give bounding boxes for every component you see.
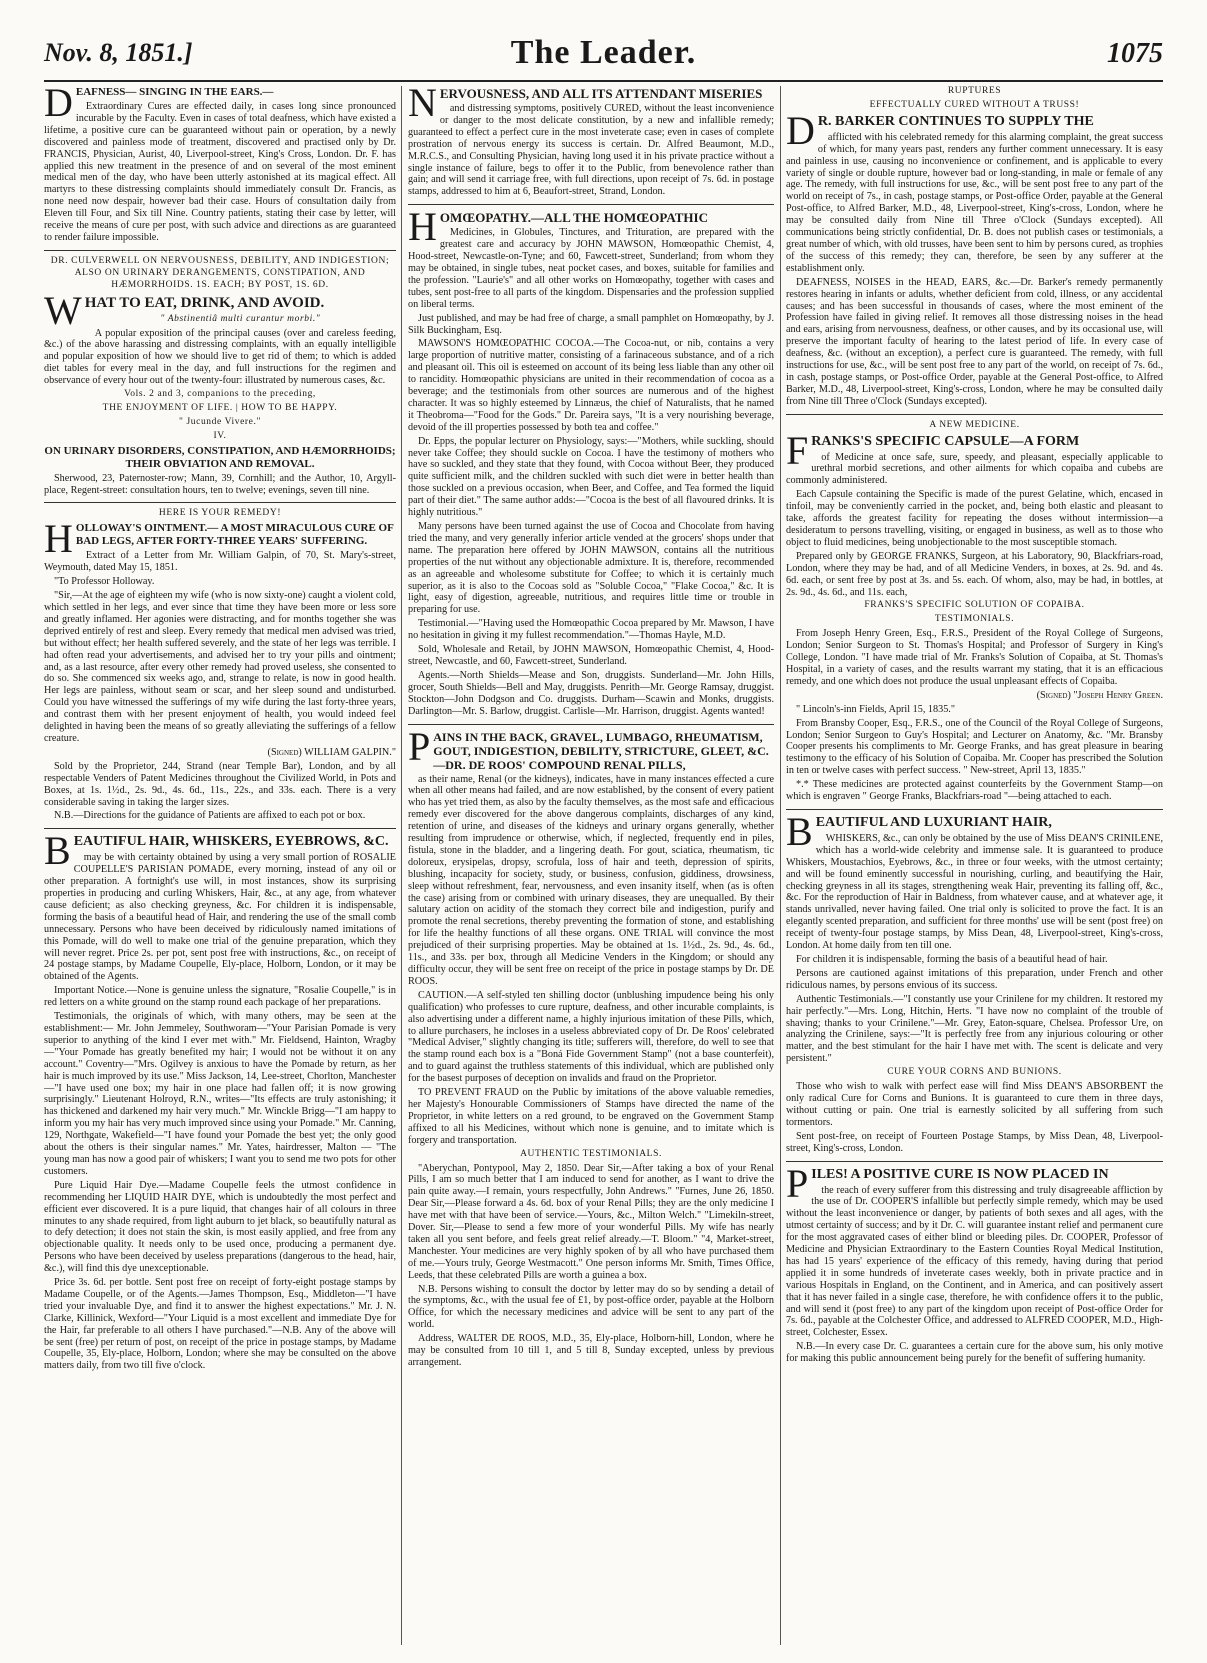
drop-cap: D (44, 86, 73, 125)
ad-heading: EAUTIFUL HAIR, WHISKERS, EYEBROWS, &C. (73, 834, 389, 850)
ad-price: Price 3s. 6d. per bottle. Sent post free on receipt of forty-eight postage stamps by Madame Coupelle, or of the Agents.—James Thompson, Esq., Middleton—"I have tried your invaluable Dye, and find it to answer the highest expectations." Mr. J. N. Clarke, Killinick, Wexford—"Your Liquid is a most excellent and immediate Dye for the Hair, far preferable to all others I have purchased."—N.B. Any of the above will be sent (free) per return of post, on receipt of the price in postage stamps, by Madame Coupelle, 35, Ely-place, Holborn, London; where she may be consulted on the above matters daily, from two till five o'clock. (44, 1277, 396, 1372)
drop-cap: F (786, 427, 809, 473)
ad-salutation: "To Professor Holloway. (54, 576, 155, 588)
ad-body: afflicted with his celebrated remedy for this alarming complaint, the great success of which, for many years past, renders any further comment unnecessary. It is easy and painless in use, causing no inconvenience or confinement, and is applicable to every variety of single or double rupture, however bad or long-standing, in male or female of any age. The remedy, with full instructions for use, &c., will be sent post free to any part of the world on receipt of 7s., in cash, postage stamps, or Post-office Order, payable at the General Post-office, to Alfred Barker, M.D., 48, Liverpool-street, King's-cross, London, where he may be consulted daily from Nine till Three o'Clock (Sundays excepted). All communications being strictly confidential, Dr. B. does not publish cases or testimonials, a great number of which, with old trusses, have been sent to him by persons cured, as trophies of the success of this remedy; they can, therefore, be seen by any sufferer at the establishment only. (786, 131, 1163, 274)
ad-heading: RANKS'S SPECIFIC CAPSULE—A FORM (811, 433, 1080, 449)
column-1 (44, 86, 396, 1645)
ad-heading: EAUTIFUL AND LUXURIANT HAIR, (815, 814, 1052, 830)
ad-heading: AINS IN THE BACK, GRAVEL, LUMBAGO, RHEUMATISM, GOUT, INDIGESTION, DEBILITY, STRICTURE, GLEET, &C.—DR. DE ROOS' COMPOUND RENAL PILLS, (433, 729, 769, 772)
masthead (44, 30, 1163, 76)
ad-body: may be with certainty obtained by using a very small portion of ROSALIE COUPELLE'S PARISIAN POMADE, every morning, instead of any oil or other preparation. A fortnight's use will, in most instances, show its surprising properties in producing and curling Whiskers, Hair, &c., at any age, from whatever cause deficient; as also checking greyness, &c. For children it is indispensable, forming the basis of a beautiful head of Hair, and rendering the use of the small comb unnecessary. Persons who have been deceived by ridiculously named imitations of this Pomade, will do well to make one trial of the genuine preparation, which they will never regret. Price 2s. per pot, sent post free with instructions, &c., on receipt of 24 postage stamps, by Madame Coupelle, Ely-place, Holborn, London, or it may be obtained of the Agents. (44, 852, 396, 983)
ad-ruptures (786, 86, 1163, 408)
separator (408, 724, 774, 725)
separator (408, 204, 774, 205)
ad-heading: HAT TO EAT, DRINK, AND AVOID. (84, 294, 325, 311)
ad-body: the reach of every sufferer from this distressing and truly disagreeable affliction by the use of Dr. COOPER'S infallible but perfectly simple remedy, which may be used without the least inconvenience or danger, by patients of both sexes and all ages, with the utmost certainty of success; and by it Dr. C. will guarantee instant relief and permanent cure for the most aggravated cases of either blind or bleeding piles. Dr. COOPER, Professor of Medicine and Physician Extraordinary to the Eastern Counties Royal Medical Institution, has had 15 years' experience of the efficacy of this remedy, having during that period applied it in some hundreds of inveterate cases weekly, both in private practice and in various Hospitals in England, on the Continent, and in America, and can positively assert that it has never failed in a single case, therefore, he with confidence offers it to the public, and will send it (post free) to any part of the kingdom upon receipt of Post-office Order for 7s. 6d., payable at the Colchester Office, and addressed to ALFRED COOPER, M.D., High-street, Colchester, Essex. (786, 1184, 1163, 1339)
ad-testimonials: Testimonials, the originals of which, with many others, may be seen at the establishment:— Mr. John Jemmeley, Southworam—"Your Parisian Pomade is very superior to anything of the kind I ever met with." Mr. Fieldsend, Hainton, Wragby—"Your Pomade has greatly benefited my hair; I would not be without it on any account." Coventry—"Mrs. Ogilvey is anxious to have the Pomade by return, as her hair is much improved by its use." Miss Jackson, 14, Lee-street, Chorlton, Manchester—"I have used one box; my hair in one place had fallen off; it is now growing surprisingly." Lieutenant Holroyd, R.N., writes—"Its effects are truly astonishing; it has thickened and darkened my hair very much." Mr. Winckle Brigg—"I am happy to inform you my hair has very much improved since using your Pomade." Mr. Canning, 129, Northgate, Wakefield—"I have found your Pomade the best yet; the only good about the others is their singular names." Mr. Yates, hairdresser, Malton — "The young man has now a good pair of whiskers; I want you to send me two pots for other customers. (44, 1011, 396, 1177)
ad-green: From Joseph Henry Green, Esq., F.R.S., President of the Royal College of Surgeons, London; Senior Surgeon to St. Thomas's Hospital; and Professor of Surgery in King's College, London. "I have made trial of Mr. Franks's Solution of Copaiba, at St. Thomas's Hospital, in a variety of cases, and the results warrant my stating, that it is an efficacious remedy, and one which does not produce the usual unpleasant effects of Copaiba. (786, 628, 1163, 687)
ad-body: as their name, Renal (or the kidneys), indicates, have in many instances effected a cure when all other means had failed, and are now established, by the consent of every patient who has yet tried them, as also by the faculty themselves, as the most safe and efficacious remedy ever discovered for the above dangerous complaints, discharges of any kind, retention of urine, and diseases of the kidneys and urinary organs generally, whether resulting from imprudence or otherwise, which, if neglected, frequently end in piles, fistula, stone in the bladder, and a lingering death. For gout, sciatica, rheumatism, tic doloreux, erysipelas, dropsy, scrofula, loss of hair and teeth, depression of spirits, blushing, incapacity for society, study, or business, confusion, giddiness, drowsiness, sleep without refreshment, fear, nervousness, and even insanity itself, when (as is often the case) arising from or combined with urinary diseases, they are unequalled. By their salutary action on acidity of the stomach they correct bile and indigestion, purify and promote the renal secretions, thereby preventing the formation of stone, and establishing for life the healthy functions of all these organs. ONE TRIAL will convince the most prejudiced of their surprising properties. May be obtained at 1s. 1½d., 2s. 9d., 4s. 6d., 11s., and 33s. per box, through all Medicine Venders in the Kingdom; or should any difficulty occur, they will be sent free on receipt of the price in postage stamps by Dr. DE ROOS. (408, 773, 774, 987)
newspaper-title: The Leader. (510, 34, 697, 71)
ad-agents: Agents.—North Shields—Mease and Son, druggists. Sunderland—Mr. John Hills, grocer, South Shields—Bell and May, druggists. Penrith—Mr. George Ramsay, druggist. Stockton—John Dodgson and Co. druggists. Durham—Scawin and Monks, druggists. Darlington—Mr. S. Barlow, druggist. Carlisle—Mr. Harrison, druggist. Agents wanted! (408, 669, 774, 717)
header-rule (44, 80, 1163, 82)
ad-urinary: ON URINARY DISORDERS, CONSTIPATION, AND HÆMORRHOIDS; THEIR OBVIATION AND REMOVAL. (44, 444, 396, 470)
ad-culverwell (44, 256, 396, 497)
ad-lead: DR. CULVERWELL ON NERVOUSNESS, DEBILITY, AND INDIGESTION; ALSO ON URINARY DERANGEMENTS, CONSTIPATION, AND HÆMORRHOIDS. 1S. EACH; BY POST, 1S. 6D. (50, 255, 390, 290)
ad-heading: ILES! A POSITIVE CURE IS NOW PLACED IN (811, 1166, 1109, 1182)
ad-enjoyment: THE ENJOYMENT OF LIFE. | HOW TO BE HAPPY. (102, 402, 338, 413)
ad-caution: CAUTION.—A self-styled ten shilling doctor (unblushing impudence being his only qualification) who professes to cure rupture, deafness, and other incurable complaints, is also advertising under a different name, a highly injurious imitation of these Pills, which, to allure purchasers, he incloses in a useless abbreviated copy of Dr. De Roos' celebrated "Medical Adviser," slightly changing its title; sufferers will, therefore, do well to see that the stamp round each box is a "Boná Fide Government Stamp" (not a base counterfeit), and to guard against the truthless statements of this individual, which are published only for the basest purposes of deception on invalids and fraud on the Proprietor. (408, 989, 774, 1085)
separator (786, 809, 1163, 810)
ad-solution: FRANKS'S SPECIFIC SOLUTION OF COPAIBA. (864, 600, 1085, 611)
ad-coupelle (44, 828, 396, 1372)
ad-pamphlet: Just published, and may be had free of charge, a small pamphlet on Homœopathy, by J. Silk Buckingham, Esq. (408, 312, 774, 336)
ad-kicker: A NEW MEDICINE. (929, 419, 1020, 430)
ad-holloway (44, 508, 396, 822)
ad-body: "Sir,—At the age of eighteen my wife (who is now sixty-one) caught a violent cold, which settled in her legs, and ever since that time they have been more or less sore and greatly inflamed. Her agonies were distracting, and for months together she was deprived entirely of rest and sleep. Every remedy that medical men advised was tried, but without effect; her health suffered severely, and the state of her legs was terrible. I had often read your advertisements, and advised her to try your pills and ointment; and, as a last resource, after every other remedy had proved useless, she consented to do so. She commenced six weeks ago, and, strange to relate, is now in good health. Her legs are painless, without seam or scar, and her sleep sound and undisturbed. Could you have witnessed the sufferings of my wife during the last forty-three years, and contrast them with her present enjoyment of health, you would indeed feel delighted in having been the means of so greatly alleviating the sufferings of a fellow creature. (44, 590, 396, 744)
ad-cooper: From Bransby Cooper, Esq., F.R.S., one of the Council of the Royal College of Surgeons, London; Senior Surgeon to Guy's Hospital; and Lecturer on Anatomy, &c. "Mr. Bransby Cooper presents his compliments to Mr. George Franks, and has great pleasure in bearing testimony to the efficacy of his Solution of Copaiba. Mr. Cooper has prescribed the Solution in ten or twelve cases with perfect success. " New-street, April 13, 1835." (786, 717, 1163, 777)
drop-cap: H (408, 204, 437, 250)
ad-nb: N.B. Persons wishing to consult the doctor by letter may do so by sending a detail of the symptoms, &c., with the usual fee of £1, by post-office order, payable at the Holborn Office, for which the necessary medicines and advice will be sent to any part of the world. (408, 1283, 774, 1331)
drop-cap: D (786, 107, 815, 153)
ad-jucunde: " Jucunde Vivere." (179, 416, 261, 427)
ad-franks (786, 420, 1163, 803)
ad-kicker: RUPTURES (947, 86, 1002, 96)
ad-dye: Pure Liquid Hair Dye.—Madame Coupelle feels the utmost confidence in recommending her LIQUID HAIR DYE, which is undoubtedly the most perfect and efficient ever discovered. It is a pure liquid, that changes hair of all colours in three minutes to any shade required, from light auburn to jet black, so beautifully natural as to defy detection; it does not stain the skin, is most easily applied, and free from any objectionable quality. It needs only to be used once, producing a permanent dye. Persons who have been deceived by useless preparations (dangerous to the head, hair, &c.), will find this dye unexceptionable. (44, 1179, 396, 1275)
ad-heading: ERVOUSNESS, AND ALL ITS ATTENDANT MISERIES (439, 86, 763, 101)
ad-nb: N.B.—In every case Dr. C. guarantees a certain cure for the above sum, his only motive for making this public announcement being purely for the benefit of suffering humanity. (786, 1341, 1163, 1365)
ad-prices: Many persons have been turned against the use of Cocoa and Chocolate from having tried the many, and very generally inferior article vended at the grocers' shops under that name. The preparation here offered by JOHN MAWSON, contains all the nutritious properties of the nut without any objectionable admixture. It is, therefore, recommended as an agreeable and wholesome substitute for Coffee; to which it is certainly much superior, as it is also to the Cocoas sold as "Soluble Cocoa," "Flake Cocoa," &c. It is light, easy of digestion, agreeable, nutritious, and requires little time or trouble in preparing for use. (408, 521, 774, 616)
column-3 (786, 86, 1163, 1645)
ad-green-address: " Lincoln's-inn Fields, April 15, 1835." (796, 703, 955, 715)
ad-body: A popular exposition of the principal causes (over and careless feeding, &c.) of the above harassing and distressing complaints, with an equally intelligible and popular exposition of how we should live to get rid of them; to which is added diet tables for every meal in the day, and full instructions for the regimen and observance of every hour out of the twenty-four: illustrated by numerous cases, &c. (44, 327, 396, 387)
column-divider (401, 86, 402, 1645)
separator (44, 250, 396, 251)
ad-body: Extraordinary Cures are effected daily, in cases long since pronounced incurable by the Faculty. Even in cases of total deafness, which have existed a lifetime, a positive cure can be guaranteed without pain or operation, by a newly discovered and painless mode of treatment, discovered and practised only by Dr. FRANCIS, Physician, Aurist, 40, Liverpool-street, King's Cross, London. Dr. F. has applied this new treatment in the presence of and on several of the most eminent medical men of the day, who have been utterly astonished at its magical effect. All martyrs to these distressing complaints should immediately consult Dr. Francis, as none need now despair, however bad their case. Hours of consultation daily from Eleven till Four, and Six till Nine. Country patients, stating their case by letter, will receive the means of cure per post, with such advice and directions as are guaranteed to render failure impossible. (44, 101, 396, 243)
ad-body: of Medicine at once safe, sure, speedy, and pleasant, especially applicable to urethral morbid secretions, and other ailments for which copaiba and cubebs are commonly administered. (786, 451, 1163, 487)
ad-homoeopathy (408, 204, 774, 717)
ad-capsule: Each Capsule containing the Specific is made of the purest Gelatine, which, encased in tinfoil, may be conveniently carried in the pocket, and, being both elastic and pleasant to take, affords the greatest facility for repeating the doses without intermission—a desideratum to persons travelling, visiting, or engaged in business, as well as to those who object to fluid medicines, being unobjectionable to the most susceptible stomach. (786, 489, 1163, 548)
column-2 (408, 86, 774, 1645)
separator (786, 414, 1163, 415)
ad-corns: CURE YOUR CORNS AND BUNIONS. (887, 1067, 1062, 1078)
ad-sub: EFFECTUALLY CURED WITHOUT A TRUSS! (869, 99, 1080, 110)
ad-crinilene (786, 808, 1163, 1155)
ad-green-signature: (Signed) "Joseph Henry Green. (1036, 689, 1163, 701)
ad-sold: Sold, Wholesale and Retail, by JOHN MAWSON, Homœopathic Chemist, 4, Hood-street, Newcastle, and 60, Fawcett-street, Sunderland. (408, 644, 774, 667)
drop-cap: B (44, 828, 71, 874)
ad-numeral: IV. (213, 430, 227, 441)
ad-body: Medicines, in Globules, Tinctures, and Trituration, are prepared with the greatest care and accuracy by JOHN MAWSON, Homœopathic Chemist, 4, Hood-street, Newcastle-on-Tyne; and 60, Fawcett-street, Sunderland; from whom they may be obtained, in single tubes, neat pocket cases, and boxes, suitable for families and the profession. "Laurie's" and all other works on Homœopathy, together with cases and tubes, sent post-free to all parts of the kingdom. Dispensaries and the profession supplied on liberal terms. (408, 227, 774, 310)
ad-heading: R. BARKER CONTINUES TO SUPPLY THE (817, 113, 1094, 129)
drop-cap: H (44, 516, 73, 562)
ad-deafness (44, 86, 396, 244)
ad-vols: Vols. 2 and 3, companions to the preceding, (124, 389, 316, 400)
ad-extract: Extract of a Letter from Mr. William Galpin, of 70, St. Mary's-street, Weymouth, dated May 15, 1851. (44, 550, 396, 574)
ad-body: WHISKERS, &c., can only be obtained by the use of Miss DEAN'S CRINILENE, which has a world-wide celebrity and immense sale. It is guaranteed to produce Whiskers, Moustachios, Eyebrows, &c., in three or four weeks, with the utmost certainty; and will be found eminently successful in nourishing, curling, and beautifying the Hair, checking greyness in all its stages, strengthening weak Hair, preventing its falling off, &c., &c. For the reproduction of Hair in Baldness, from whatever cause, and at whatever age, it stands unrivalled, never having failed. One trial only is solicited to prove the fact. It is an elegantly scented preparation, and sufficient for three months' use will be sent (post free) on receipt of twenty-four postage stamps, by Miss Dean, 48, Liverpool-street, King's-cross, London. At home daily from ten till one. (786, 832, 1163, 952)
ad-caution: Persons are cautioned against imitations of this preparation, under French and other ridiculous names, by persons envious of its success. (786, 967, 1163, 991)
separator (786, 1161, 1163, 1162)
ad-address: Address, WALTER DE ROOS, M.D., 35, Ely-place, Holborn-hill, London, where he may be consulted from 10 till 1, and 5 till 8, Sunday excepted, unless by previous arrangement. (408, 1333, 774, 1368)
ad-de-roos (408, 723, 774, 1369)
ad-testimonials: TESTIMONIALS. (934, 614, 1015, 625)
ad-authentic: AUTHENTIC TESTIMONIALS. (520, 1148, 662, 1159)
ad-body: and distressing symptoms, positively CURED, without the least inconvenience or danger to the most delicate constitution, by a new and infallible remedy; guaranteed to effect a perfect cure in the most inveterate case; even in cases of complete prostration of nervous energy its success is certain. Dr. Alfred Beaumont, M.D., M.R.C.S., and Consulting Physician, having long used it in his private practice without a single instance of failure, begs to offer it to the Public, from benevolence rather than gain; and will send it carriage free, with full directions, upon receipt of 7s. 6d. in postage stamps, addressed to him at 6, Beaufort-street, Strand, London. (408, 103, 774, 198)
ad-cocoa: MAWSON'S HOMŒOPATHIC COCOA.—The Cocoa-nut, or nib, contains a very large proportion of nutritive matter, consisting of a farinaceous substance, and of a rich and pleasant oil. This oil is esteemed on account of its being less liable than any other oil to rancidity. Homœopathic physicians are united in their recommendation of cocoa as a beverage; and the testimonials from other sources are numerous and of the highest character. It was so highly esteemed by Linnæus, the chief of Naturalists, that he named it Theobroma—"Food for the Gods." Dr. Pareira says, "It is a very nourishing beverage, devoid of the ill properties possessed by both tea and coffee." (408, 338, 774, 433)
ad-authentic: Authentic Testimonials.—"I constantly use your Crinilene for my children. It restored my hair perfectly."—Mrs. Long, Hitchin, Herts. "I have now no complaint of the trouble of shaving; thanks to your Crinilene."—Mr. Grey, Eaton-square, Chelsea. Professor Ure, on analyzing the Crinilene, says:—"It is perfectly free from any injurious colouring or other matter, and the best stimulant for the hair I have met with. The scent is delicate and very persistent." (786, 993, 1163, 1065)
drop-cap: P (408, 723, 431, 769)
ad-heading: OMŒOPATHY.—ALL THE HOMŒOPATHIC (439, 210, 708, 226)
issue-date: Nov. 8, 1851.] (44, 38, 193, 67)
ad-deafness: DEAFNESS, NOISES in the HEAD, EARS, &c.—Dr. Barker's remedy permanently restores hearing in infants or adults, whether deficient from cold, illness, or any accidental causes; and has been successful in thousands of cases, where the most eminent of the Profession have failed in giving relief. It removes all those distressing noises in the head and ears, arising from nervousness, deafness, or other causes, and by its occasional use, will preserve the important faculty of hearing to the latest period of life. In every case of deafness, &c. (without an exception), a perfect cure is guaranteed. The remedy, with full instructions for use, &c., will be sent post free to any part of the world, on receipt of 7s. 6d., in cash, postage stamps, or Post-office Order, payable at the General Post-office, to Alfred Barker, M.D., 48, Liverpool-street, King's-cross, London, where he may be consulted daily from Nine till Three o'Clock (Sundays excepted). (786, 276, 1163, 407)
ad-piles (786, 1160, 1163, 1366)
drop-cap: P (786, 1160, 809, 1206)
ad-prepared: Prepared only by GEORGE FRANKS, Surgeon, at his Laboratory, 90, Blackfriars-road, London, where they may be had, and of all Medicine Venders, in boxes, at 2s. 9d. and 4s. 6d. each, or sent free by post at 3s. and 5s. each. Of whom, also, may be had, in bottles, at 2s. 9d., 4s. 6d., and 11s. each, (786, 550, 1163, 598)
drop-cap: B (786, 808, 813, 854)
column-divider (780, 86, 781, 1645)
ad-heading: EAFNESS— SINGING IN THE EARS.— (75, 86, 274, 98)
ad-epps: Dr. Epps, the popular lecturer on Physiology, says:—"Mothers, while suckling, should never take Coffee; they should suckle on Cocoa. I have the testimony of mothers who have so suckled, and they state that they found, with Cocoa without Beer, they produced quite sufficient milk, and the children suckled with such diet were in better health than those suckled on a previous occasion, when Beer, and Coffee, and Tea formed the liquid part of their diet." The same author adds:—"Cocoa is the best of all flavoured drinks. It is highly nutritious." (408, 435, 774, 519)
separator (44, 502, 396, 503)
ad-kicker: HERE IS YOUR REMEDY! (158, 508, 282, 519)
drop-cap: W (44, 287, 82, 333)
ad-heading: OLLOWAY'S OINTMENT.— A MOST MIRACULOUS CURE OF BAD LEGS, AFTER FORTY-THREE YEARS' SUFFERING. (75, 522, 394, 548)
page-number: 1075 (1107, 38, 1163, 69)
ad-signature: (Signed) WILLIAM GALPIN." (267, 746, 396, 758)
ad-notice: Important Notice.—None is genuine unless the signature, "Rosalie Coupelle," is in red letters on a white ground on the stamp round each package of her preparations. (44, 985, 396, 1009)
ad-children: For children it is indispensable, forming the basis of a beautiful head of hair. (796, 954, 1108, 965)
ad-corns-body: Those who wish to walk with perfect ease will find Miss DEAN'S ABSORBENT the only radical Cure for Corns and Bunions. It is guaranteed to cure them in three days, without cutting or pain. One trial is earnestly solicited by all suffering from such tormentors. (786, 1081, 1163, 1128)
ad-testimonial: Testimonial.—"Having used the Homœopathic Cocoa prepared by Mr. Mawson, I have no hesitation in giving it my fullest recommendation."—Thomas Hayle, M.D. (408, 618, 774, 642)
ad-motto: " Abstinentiâ multi curantur morbi." (160, 313, 321, 324)
ad-publishers: Sherwood, 23, Paternoster-row; Mann, 39, Cornhill; and the Author, 10, Argyll-place, Regent-street: consultation hours, ten to twelve; evenings, seven till nine. (44, 472, 396, 496)
ad-fraud: TO PREVENT FRAUD on the Public by imitations of the above valuable remedies, her Majesty's Honourable Commissioners of Stamps have directed the name of the Proprietor, in white letters on a red ground, to be engraved on the Government Stamp affixed to all his Medicines, without which none is genuine, and to imitate which is forgery and transportation. (408, 1087, 774, 1146)
ad-sold: Sold by the Proprietor, 244, Strand (near Temple Bar), London, and by all respectable Venders of Patent Medicines throughout the Civilized World, in Pots and Boxes, at 1s. 1½d., 2s. 9d., 4s. 6d., 11s., 22s., and 33s. each. There is a very considerable saving in taking the larger sizes. (44, 760, 396, 808)
ad-nervousness (408, 86, 774, 198)
ad-corns-price: Sent post-free, on receipt of Fourteen Postage Stamps, by Miss Dean, 48, Liverpool-street, King's-cross, London. (786, 1130, 1163, 1154)
ad-note: *.* These medicines are protected against counterfeits by the Government Stamp—on which is engraven " George Franks, Blackfriars-road "—being attached to each. (786, 779, 1163, 803)
ad-nb: N.B.—Directions for the guidance of Patients are affixed to each pot or box. (54, 810, 366, 822)
ad-letters: "Aberychan, Pontypool, May 2, 1850. Dear Sir,—After taking a box of your Renal Pills, I am so much better that I am induced to send for another, as I want to drive the pain quite away.—I remain, yours respectfully, John Andrews." "Furnes, June 26, 1850. Dear Sir,—Please forward a 4s. 6d. box of your Renal Pills; they are the only medicine I have met with that have been of service.—Yours, &c., Milton Welch." "Limekiln-street, Dover. Sir,—Please to send a few more of your wonderful Pills. My wife has nearly taken all you sent before, and feels great relief already.—T. Bloom." "4, Market-street, Manchester. Your medicines are very highly spoken of by all who have purchased them of me.—Yours truly, George Westmacott." One person informs Mr. Smith, Times Office, Leeds, that these celebrated Pills are worth a guinea a box. (408, 1162, 774, 1281)
separator (44, 828, 396, 829)
drop-cap: N (408, 86, 437, 125)
